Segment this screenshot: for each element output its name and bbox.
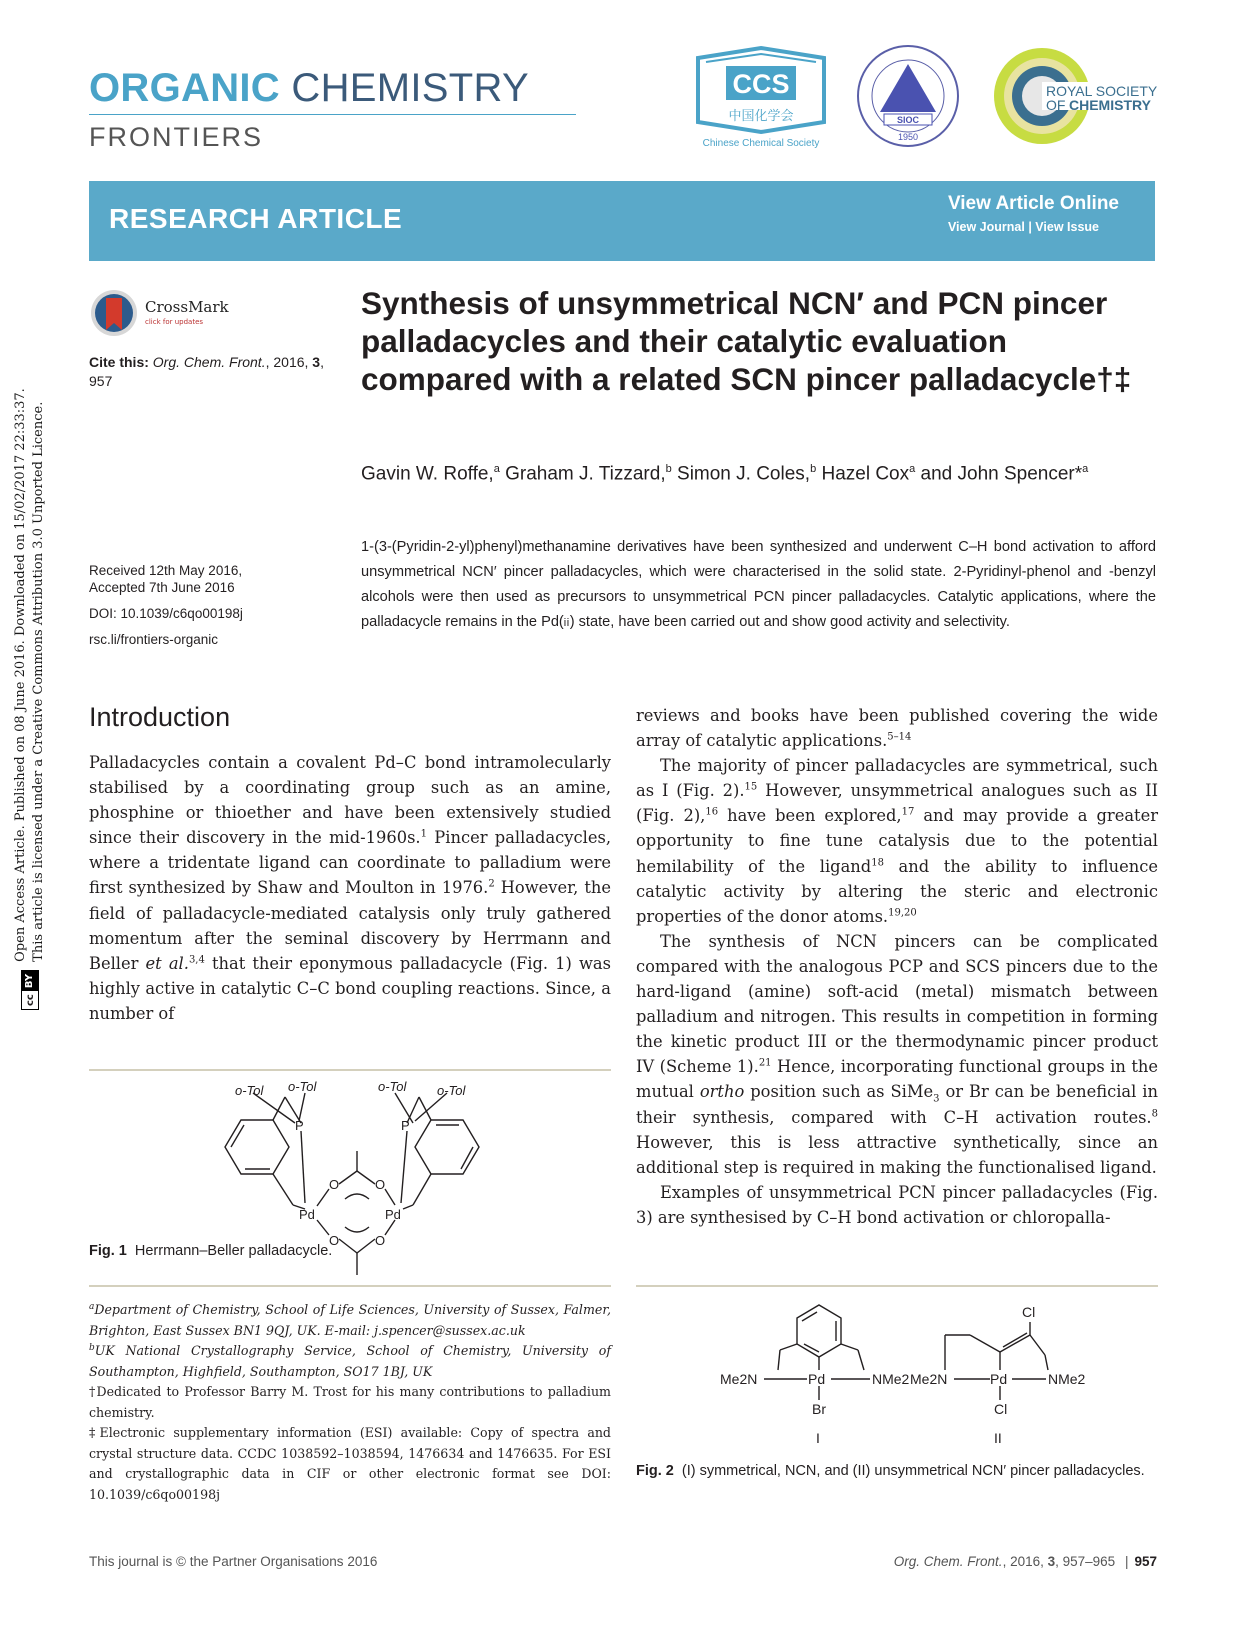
article-title: Synthesis of unsymmetrical NCN′ and PCN pincer palladacycles and their catalytic evaluation compared with a related SCN pincer palladacycle†‡	[361, 285, 1132, 397]
footnote-rule	[89, 1285, 611, 1287]
fig1-label-pd: Pd	[385, 1207, 401, 1222]
cc-by-badge[interactable]	[21, 970, 39, 1010]
journal-title: ORGANIC CHEMISTRY	[89, 66, 529, 110]
author-list: Gavin W. Roffe,$^a$ Graham J. Tizzard,$^b$ Simon J. Coles,$^b$ Hazel Cox$^a$ and John Spencer*$^a$	[361, 463, 1089, 485]
licence-line-1: Open Access Article. Published on 08 June 2016. Downloaded on 15/02/2017 22:33:37.	[13, 388, 28, 962]
link-separator: |	[1028, 220, 1032, 234]
fig2-label-nme2: NMe2	[1048, 1371, 1086, 1387]
fig1-label-otol: o-Tol	[378, 1079, 407, 1094]
view-article-online-link[interactable]: View Article Online	[947, 193, 1119, 214]
author[interactable]: Simon J. Coles,	[677, 463, 811, 485]
footnote-esi[interactable]: ‡Electronic supplementary information (ESI) available: Copy of spectra and crystal structure data. CCDC 1038592–1038594, 1476634 and 1476635. For ESI and crystallographic data in CIF or other electronic format see DOI: 10.1039/c6qo00198j	[89, 1425, 611, 1502]
figure-rule	[636, 1285, 1158, 1287]
rsc-line-1: ROYAL SOCIETY	[1046, 83, 1158, 99]
rsc-logo	[992, 42, 1158, 150]
licence-strip	[12, 310, 48, 1010]
fig2-label-nme2: NMe2	[872, 1371, 910, 1387]
licence-line-2[interactable]: This article is licensed under a Creative Commons Attribution 3.0 Unported Licence.	[31, 401, 46, 962]
fig2-label-cl: Cl	[1022, 1304, 1036, 1320]
view-issue-link[interactable]: View Issue	[1035, 220, 1099, 234]
fig1-label-pd: Pd	[299, 1207, 315, 1222]
footnote-affiliation-a: $^a$Department of Chemistry, School of Life Sciences, University of Sussex, Falmer, Brighton, East Sussex BN1 9QJ, UK. E-mail: j.spencer@sussex.ac.uk	[89, 1301, 611, 1338]
article-banner	[89, 181, 1155, 261]
crossmark-sub: click for updates	[145, 318, 204, 326]
cite-this: Cite this: Org. Chem. Front., 2016, 3, 957	[89, 354, 324, 389]
sioc-year: 1950	[897, 132, 919, 142]
journal-subtitle: FRONTIERS	[89, 122, 264, 152]
fig1-label-otol: o-Tol	[235, 1083, 264, 1098]
accepted-date: Accepted 7th June 2016	[89, 580, 235, 595]
fig2-label-cl: Cl	[994, 1401, 1008, 1417]
paragraph: The synthesis of NCN pincers can be complicated compared with the analogous PCP and SCS pincers due to the hard-ligand (amine) soft-acid (metal) mismatch between palladium and nitrogen. This results in competition in forming the kinetic product III or the thermodynamic pincer product IV (Scheme 1).$^{21}$ Hence, incorporating functional groups in the mutual ortho position such as SiMe$_3$ or Br can be beneficial in their synthesis, compared with C–H activation routes.$^8$ However, this is less attractive synthetically, since an additional step is required in making the functionalised ligand.	[636, 931, 1158, 1177]
author[interactable]: Gavin W. Roffe,	[361, 463, 494, 485]
fig2-label-br: Br	[812, 1401, 826, 1417]
fig2-caption: Fig. 2 (I) symmetrical, NCN, and (II) unsymmetrical NCN′ pincer palladacycles.	[636, 1463, 1145, 1479]
article-meta	[89, 562, 349, 648]
doi[interactable]: DOI: 10.1039/c6qo00198j	[89, 606, 243, 621]
fig1-label-o: O	[375, 1177, 386, 1192]
cc-label: cc	[24, 994, 36, 1006]
fig1-label-otol: o-Tol	[288, 1079, 317, 1094]
page-number: 957	[1134, 1554, 1157, 1569]
ccs-name: Chinese Chemical Society	[702, 138, 820, 149]
crossmark-icon	[89, 288, 139, 338]
footer-citation: Org. Chem. Front., 2016, 3, 957–965 | 957	[893, 1554, 1157, 1569]
article-type: RESEARCH ARTICLE	[109, 203, 403, 234]
fig1-structure	[215, 1079, 495, 1248]
fig1-label-o: O	[329, 1233, 340, 1248]
fig1-label-p: P	[295, 1118, 304, 1133]
ccs-logo	[690, 40, 832, 152]
author[interactable]: Hazel Cox	[821, 463, 910, 485]
footnote-dagger: †Dedicated to Professor Barry M. Trost for his many contributions to palladium chemistry.	[89, 1384, 611, 1420]
footer-copyright: This journal is © the Partner Organisations 2016	[89, 1554, 378, 1569]
fig2-structures	[700, 1300, 1100, 1460]
section-heading-introduction: Introduction	[89, 702, 231, 732]
rsc-line-2: CHEMISTRY	[1069, 97, 1151, 113]
footnote-affiliation-b: $^b$UK National Crystallography Service, School of Chemistry, University of Southampton, Highfield, Southampton, SO17 1BJ, UK	[89, 1342, 611, 1379]
abstract: 1-(3-(Pyridin-2-yl)phenyl)methanamine derivatives have been synthesized and underwent C–H bond activation to afford unsymmetrical NCN′ pincer palladacycles, which were characterised in the solid state. 2-Pyridinyl-phenol and -benzyl alcohols were then used as precursors to unsymmetrical PCN pincer palladacycles. Catalytic applications, where the palladacycle remains in the Pd(ii) state, have been carried out and show good activity and selectivity.	[361, 539, 1156, 630]
fig1-label-otol: o-Tol	[437, 1083, 466, 1098]
fig2-label-me2n: Me2N	[910, 1371, 948, 1387]
fig1-label-p: P	[401, 1118, 410, 1133]
intro-column-left	[89, 750, 611, 1026]
fig1-caption: Fig. 1 Herrmann–Beller palladacycle.	[89, 1243, 333, 1259]
ccs-chinese-name: 中国化学会	[728, 108, 794, 123]
fig1-label: Fig. 1	[89, 1243, 127, 1259]
fig2-label-pd: Pd	[990, 1371, 1008, 1387]
footnotes	[89, 1300, 611, 1505]
fig2-number-i: I	[816, 1430, 820, 1446]
author[interactable]: Graham J. Tizzard,	[505, 463, 666, 485]
crossmark-button[interactable]	[89, 288, 259, 340]
fig2-label-me2n: Me2N	[720, 1371, 758, 1387]
paragraph: The majority of pincer palladacycles are symmetrical, such as I (Fig. 2).$^{15}$ However, unsymmetrical analogues such as II (Fig. 2),$^{16}$ have been explored,$^{17}$ and may provide a greater opportunity to fine tune catalysis due to the potential hemilability of the ligand$^{18}$ and the ability to influence catalytic activity by altering the steric and electronic properties of the donor atoms.$^{19,20}$	[636, 756, 1159, 926]
rsc-of: OF	[1046, 97, 1066, 113]
fig2-number-ii: II	[994, 1430, 1002, 1446]
crossmark-label: CrossMark	[145, 298, 229, 316]
paragraph: Examples of unsymmetrical PCN pincer palladacycles (Fig. 3) are synthesised by C–H bond activation or chloropalla-	[636, 1182, 1158, 1227]
ccs-mark: CCS	[732, 69, 790, 99]
sioc-logo	[854, 42, 962, 150]
fig2-label-pd: Pd	[808, 1371, 826, 1387]
paragraph: Palladacycles contain a covalent Pd–C bond intramolecularly stabilised by a coordinating group such as an amine, phosphine or thioether and have been extensively studied since their discovery in the mid-1960s.$^1$ Pincer palladacycles, where a tridentate ligand can coordinate to palladium were first synthesized by Shaw and Moulton in 1976.$^2$ However, the field of palladacycle-mediated catalysis only truly gathered momentum after the seminal discovery by Herrmann and Beller et al.$^{3,4}$ that their eponymous palladacycle (Fig. 1) was highly active in catalytic C–C bond coupling reactions. Since, a number of	[89, 753, 611, 1023]
paragraph: reviews and books have been published covering the wide array of catalytic applications.$^{5-14}$	[636, 706, 1158, 751]
received-date: Received 12th May 2016,	[89, 563, 243, 578]
fig2-label: Fig. 2	[636, 1463, 674, 1479]
author[interactable]: and John Spencer*	[920, 463, 1083, 485]
journal-rule	[89, 114, 576, 115]
view-journal-link[interactable]: View Journal	[947, 220, 1025, 234]
figure-rule	[89, 1069, 611, 1071]
fig1-label-o: O	[329, 1177, 340, 1192]
journal-url[interactable]: rsc.li/frontiers-organic	[89, 632, 219, 647]
sioc-label: SIOC	[896, 115, 920, 125]
fig1-label-o: O	[375, 1233, 386, 1248]
by-label: BY	[22, 971, 38, 991]
intro-column-right	[636, 703, 1158, 1230]
